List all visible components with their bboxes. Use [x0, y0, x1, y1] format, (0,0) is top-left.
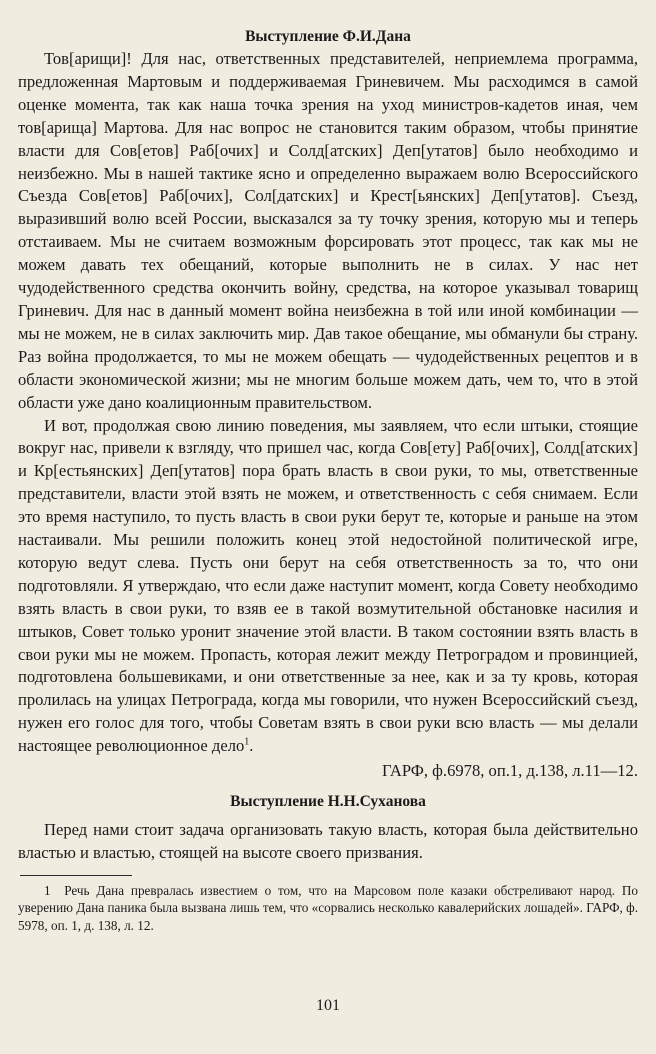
- dan-speech-paragraph-2-text: И вот, продолжая свою линию поведения, мы заявляем, что если штыки, стоящие вокруг нас, привели к взгляду, что пришел час, когда Сов[ету] Раб[очих], Солд[атских] и Кр[естьянских] Деп[утатов] пора брать власть в свои руки, то мы, ответственные представители, власти этой взять не можем, и ответственность с себя снимаем. Если это время наступило, то пусть власть в свои руки берут те, которые и раньше на этом настаивали. Мы решили положить конец этой недостойной политической игре, которую ведут слева. Пусть они берут на себя ответственность за то, что они подготовляли. Я утверждаю, что если даже наступит момент, когда Совету необходимо взять власть в свои руки, то взяв ее в такой возмутительной обстановке насилия и штыков, Совет только уронит значение этой власти. В таком состоянии взять власть в свои руки мы не можем. Пропасть, которая лежит между Петроградом и провинцией, подготовлена большевиками, и они ответственные за нее, как и за ту кровь, которая пролилась на улицах Петрограда, когда мы говорили, что нужен Всероссийский съезд, нужен его голос для того, чтобы Советам взять в свои руки всю власть — мы делали настоящее революционное дело: [18, 415, 638, 756]
- footnote-marker: 1: [44, 882, 51, 898]
- footnote-text: Речь Дана превралась известием о том, что на Марсовом поле казаки обстреливают народ. По уверению Дана паника была вызвана лишь тем, что «сорвались несколько кавалерийских лошадей». ГАРФ, ф. 5978, оп. 1, д. 138, л. 12.: [18, 882, 638, 933]
- dan-speech-paragraph-1: Тов[арищи]! Для нас, ответственных представителей, неприемлема программа, предложенная Мартовым и поддерживаемая Гриневичем. Мы расходимся в самой оценке момента, так как наша точка зрения на уход министров-кадетов иная, чем тов[арища] Мартова. Для нас вопрос не становится таким образом, чтобы принятие власти для Сов[етов] Раб[очих] и Солд[атских] Деп[утатов] было необходимо и неизбежно. Мы в нашей тактике ясно и определенно выражаем волю Всероссийского Съезда Сов[етов] Раб[очих], Сол[датских] и Крест[ьянских] Деп[утатов]. Съезд, выразивший волю всей России, высказался за ту точку зрения, которую мы и теперь отстаиваем. Мы не считаем возможным форсировать этот процесс, так как мы не можем давать тех обещаний, которые выполнить не в силах. У нас нет чудодейственного средства окончить войну, средства, на которое указывал товарищ Гриневич. Для нас в данный момент война неизбежна в той или иной комбинации — мы не можем, не в силах заключить мир. Дав такое обещание, мы обманули бы страну. Раз война продолжается, то мы не можем обещать — чудодейственных рецептов и в области экономической жизни; мы не многим больше можем дать, чем то, что в этой области уже дано коалиционным правительством.: [18, 49, 638, 412]
- page-body: [18, 26, 638, 934]
- sukhanov-speech-paragraph-1: Перед нами стоит задача организовать такую власть, которая была действительно властью и властью, стоящей на высоте своего призвания.: [18, 820, 638, 862]
- page-number: 101: [316, 997, 340, 1014]
- heading-sukhanov-speech: Выступление Н.Н.Суханова: [230, 793, 426, 810]
- footnote: [18, 882, 638, 935]
- footnote-reference: 1: [244, 736, 250, 748]
- footnote-divider: [20, 875, 132, 876]
- archive-source: ГАРФ, ф.6978, оп.1, д.138, л.11—12.: [382, 761, 638, 781]
- dan-speech-paragraph-2: И вот, продолжая свою линию поведения, мы заявляем, что если штыки, стоящие вокруг нас, привели к взгляду, что пришел час, когда Сов[ету] Раб[очих], Солд[атских] и Кр[естьянских] Деп[утатов] пора брать власть в свои руки, то мы, ответственные представители, власти этой взять не можем, и ответственность с себя снимаем. Если это время наступило, то пусть власть в свои руки берут те, которые и раньше на этом настаивали. Мы решили положить конец этой недостойной политической игре, которую ведут слева. Пусть они берут на себя ответственность за то, что они подготовляли. Я утверждаю, что если даже наступит момент, когда Совету необходимо взять власть в свои руки, то взяв ее в такой возмутительной обстановке насилия и штыков, Совет только уронит значение этой власти. В таком состоянии взять власть в свои руки мы не можем. Пропасть, которая лежит между Петроградом и провинцией, подготовлена большевиками, и они ответственные за нее, как и за ту кровь, которая пролилась на улицах Петрограда, когда мы говорили, что нужен Всероссийский съезд, нужен его голос для того, чтобы Советам взять в свои руки всю власть — мы делали настоящее революционное дело$^1$.: [18, 415, 638, 756]
- heading-dan-speech: Выступление Ф.И.Дана: [245, 28, 411, 45]
